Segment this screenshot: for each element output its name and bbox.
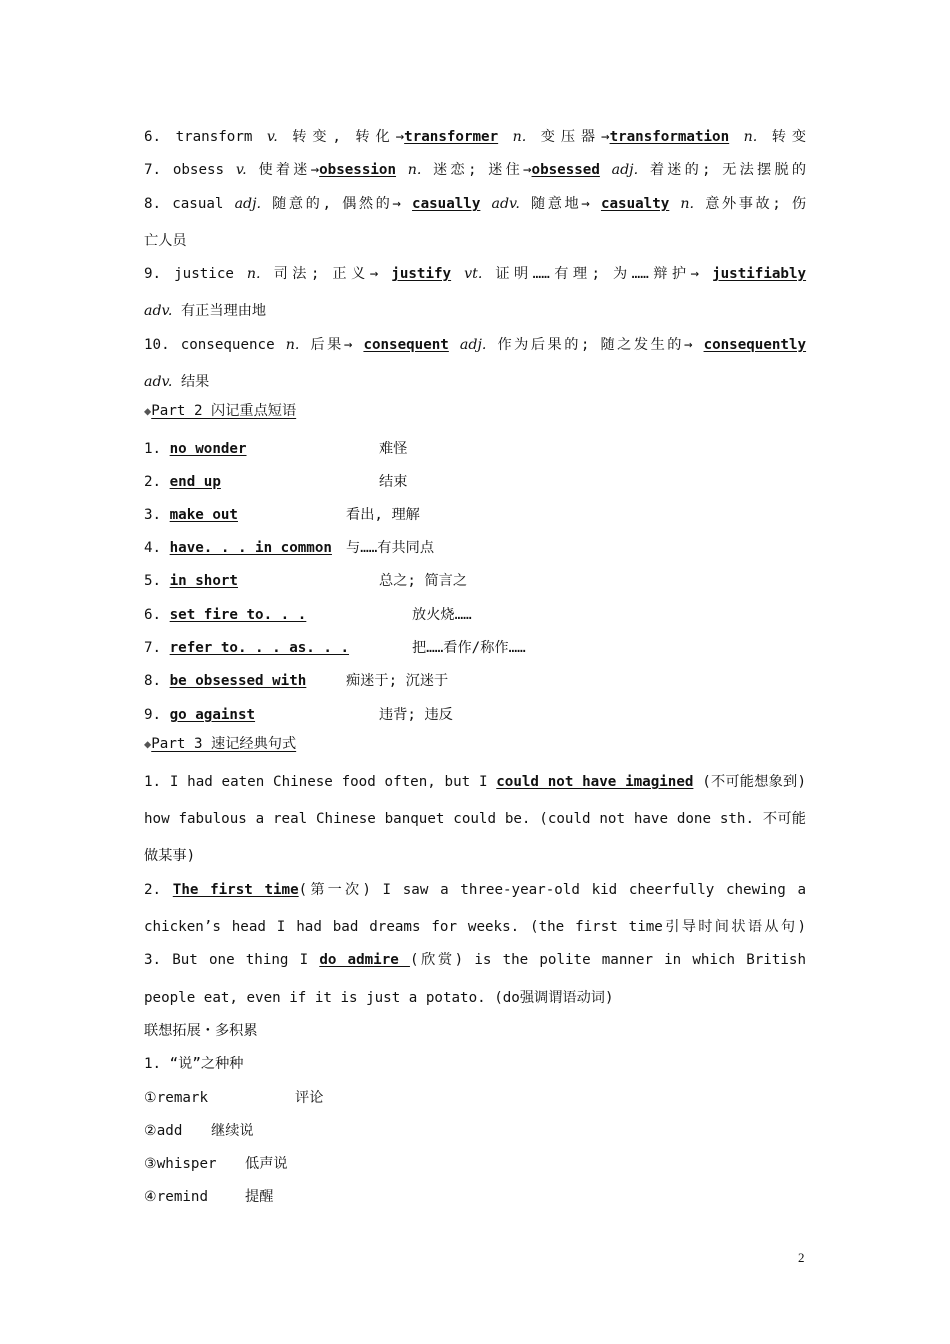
extension-word: remark [156, 1090, 208, 1106]
part-of-speech: adj. [459, 337, 487, 353]
item-number: 6. [144, 607, 162, 623]
answer-word: casually [412, 196, 481, 212]
meaning: 使着迷→ [258, 162, 320, 178]
sentence-1-line-2: how fabulous a real Chinese banquet could be. (could not have done sth. 不可能 [144, 811, 806, 827]
answer-word: transformation [609, 129, 730, 145]
extension-meaning: 评论 [295, 1090, 324, 1106]
item-number: 5. [144, 573, 162, 589]
item-number: 1. [144, 441, 162, 457]
circled-number: ③ [144, 1156, 157, 1172]
phrase-item [144, 472, 806, 492]
item-number: 8. [144, 673, 162, 689]
item-number: 7. [144, 162, 162, 178]
meaning: 结果 [180, 374, 210, 390]
extension-meaning: 继续说 [211, 1123, 254, 1139]
answer-word: consequent [363, 337, 449, 353]
sentence-3-line-2: people eat, even if it is just a potato. (do强调谓语动词) [144, 990, 614, 1006]
vocab-item-7 [144, 160, 806, 180]
answer-phrase: The first time [172, 882, 299, 898]
meaning: 后果→ [310, 337, 353, 353]
part-of-speech: vt. [464, 266, 483, 282]
phrase-meaning: 总之; 简言之 [379, 573, 468, 589]
answer-word: casualty [600, 196, 670, 212]
meaning: 意外事故; 伤 [705, 196, 807, 212]
meaning: 迷恋; 迷住→ [433, 162, 532, 178]
phrase: no wonder [169, 441, 247, 457]
meaning: 着迷的; 无法摆脱的 [649, 162, 807, 178]
phrase: go against [169, 707, 256, 723]
headword: obsess [172, 162, 225, 178]
sentence-text: 3. But one thing I [144, 952, 309, 968]
extension-item [144, 1121, 806, 1141]
diamond-bullet-icon: ◆ [144, 737, 152, 751]
part-of-speech: n. [680, 196, 695, 212]
phrase-meaning: 与……有共同点 [346, 540, 435, 556]
part3-heading [144, 734, 806, 754]
phrase-meaning: 把……看作/称作…… [412, 640, 526, 656]
vocab-item-10-continuation [144, 372, 806, 392]
meaning: 转变, 转化→ [292, 129, 405, 145]
sentence-number: 2. [144, 882, 162, 898]
headword: transform [175, 129, 253, 145]
headword: consequence [180, 337, 275, 353]
phrase-item [144, 671, 806, 691]
answer-phrase: do admire [319, 952, 410, 968]
meaning: 随意地→ [531, 196, 590, 212]
phrase-item [144, 705, 806, 725]
extension-word: add [156, 1123, 183, 1139]
sentence-text: (欣赏) is the polite manner in which British [409, 952, 807, 968]
phrase: set fire to. . . [169, 607, 307, 623]
item-number: 9. [144, 707, 162, 723]
part2-heading [144, 401, 806, 421]
headword: justice [174, 266, 234, 282]
extension-meaning: 低声说 [245, 1156, 288, 1172]
answer-phrase: could not have imagined [496, 774, 694, 790]
item-number: 3. [144, 507, 162, 523]
phrase-meaning: 看出, 理解 [346, 507, 420, 523]
phrase-item [144, 538, 806, 558]
vocab-item-8 [144, 194, 806, 214]
diamond-bullet-icon: ◆ [144, 404, 152, 418]
extension-word: whisper [156, 1156, 217, 1172]
item-number: 6. [144, 129, 162, 145]
meaning: 变压器→ [540, 129, 610, 145]
part-of-speech: n. [407, 162, 422, 178]
part-of-speech: adv. [491, 196, 520, 212]
circled-number: ④ [144, 1189, 157, 1205]
answer-word: obsession [319, 162, 397, 178]
meaning: 证明……有理; 为……辩护→ [495, 266, 700, 282]
phrase-item [144, 605, 806, 625]
circled-number: ② [144, 1123, 157, 1139]
extension-item [144, 1088, 806, 1108]
meaning: 作为后果的; 随之发生的→ [497, 337, 693, 353]
answer-word: justify [391, 266, 452, 282]
part-of-speech: adj. [234, 196, 262, 212]
part-of-speech: v. [266, 129, 278, 145]
phrase-meaning: 违背; 违反 [379, 707, 453, 723]
answer-word: obsessed [531, 162, 600, 178]
part-of-speech: n. [512, 129, 527, 145]
item-number: 8. [144, 196, 162, 212]
extension-word: remind [156, 1189, 208, 1205]
extension-subtitle: 1. “说”之种种 [144, 1056, 244, 1072]
extension-heading: 联想拓展・多积累 [144, 1023, 258, 1039]
phrase-item [144, 505, 806, 525]
sentence-1-line-1 [144, 772, 806, 792]
phrase-meaning: 结束 [379, 474, 408, 490]
item-number: 2. [144, 474, 162, 490]
vocab-item-9-continuation [144, 301, 806, 321]
part-of-speech: adv. [144, 374, 173, 390]
item-number: 10. [144, 337, 170, 353]
part-of-speech: adj. [611, 162, 639, 178]
meaning: 随意的, 偶然的→ [272, 196, 401, 212]
section-title: Part 3 速记经典句式 [151, 736, 297, 752]
vocab-item-8-continuation: 亡人员 [144, 233, 187, 249]
page-number: 2 [798, 1250, 805, 1265]
phrase-item [144, 571, 806, 591]
phrase: in short [169, 573, 238, 589]
part-of-speech: n. [743, 129, 758, 145]
sentence-text: (第一次) I saw a three-year-old kid cheerfully chewing a [298, 882, 806, 898]
item-number: 7. [144, 640, 162, 656]
meaning: 司法; 正义→ [273, 266, 379, 282]
phrase: be obsessed with [169, 673, 307, 689]
phrase-item [144, 439, 806, 459]
vocab-item-6 [144, 127, 806, 147]
phrase-item [144, 638, 806, 658]
section-title: Part 2 闪记重点短语 [151, 403, 297, 419]
extension-item [144, 1154, 806, 1174]
phrase: refer to. . . as. . . [169, 640, 350, 656]
sentence-3-line-1 [144, 950, 806, 970]
meaning: 有正当理由地 [180, 303, 267, 319]
answer-word: transformer [404, 129, 499, 145]
phrase-meaning: 放火烧…… [412, 607, 472, 623]
answer-word: consequently [703, 337, 807, 353]
answer-word: justifiably [712, 266, 807, 282]
vocab-item-9 [144, 264, 806, 284]
sentence-1-line-3: 做某事) [144, 848, 196, 864]
extension-item [144, 1187, 806, 1207]
headword: casual [172, 196, 224, 212]
meaning: 转变 [771, 129, 807, 145]
part-of-speech: n. [285, 337, 300, 353]
phrase-meaning: 痴迷于; 沉迷于 [346, 673, 449, 689]
phrase-meaning: 难怪 [379, 441, 408, 457]
vocab-item-10 [144, 335, 806, 355]
part-of-speech: adv. [144, 303, 173, 319]
phrase: end up [169, 474, 221, 490]
circled-number: ① [144, 1090, 157, 1106]
phrase: make out [169, 507, 238, 523]
phrase: have. . . in common [169, 540, 332, 556]
sentence-gloss: (不可能想象到) [702, 774, 806, 790]
item-number: 4. [144, 540, 162, 556]
sentence-text: 1. I had eaten Chinese food often, but I [144, 774, 488, 790]
sentence-2-line-1 [144, 880, 806, 900]
extension-meaning: 提醒 [245, 1189, 274, 1205]
item-number: 9. [144, 266, 162, 282]
sentence-2-line-2: chicken’s head I had bad dreams for weeks. (the first time引导时间状语从句) [144, 919, 806, 935]
part-of-speech: v. [235, 162, 247, 178]
part-of-speech: n. [246, 266, 261, 282]
